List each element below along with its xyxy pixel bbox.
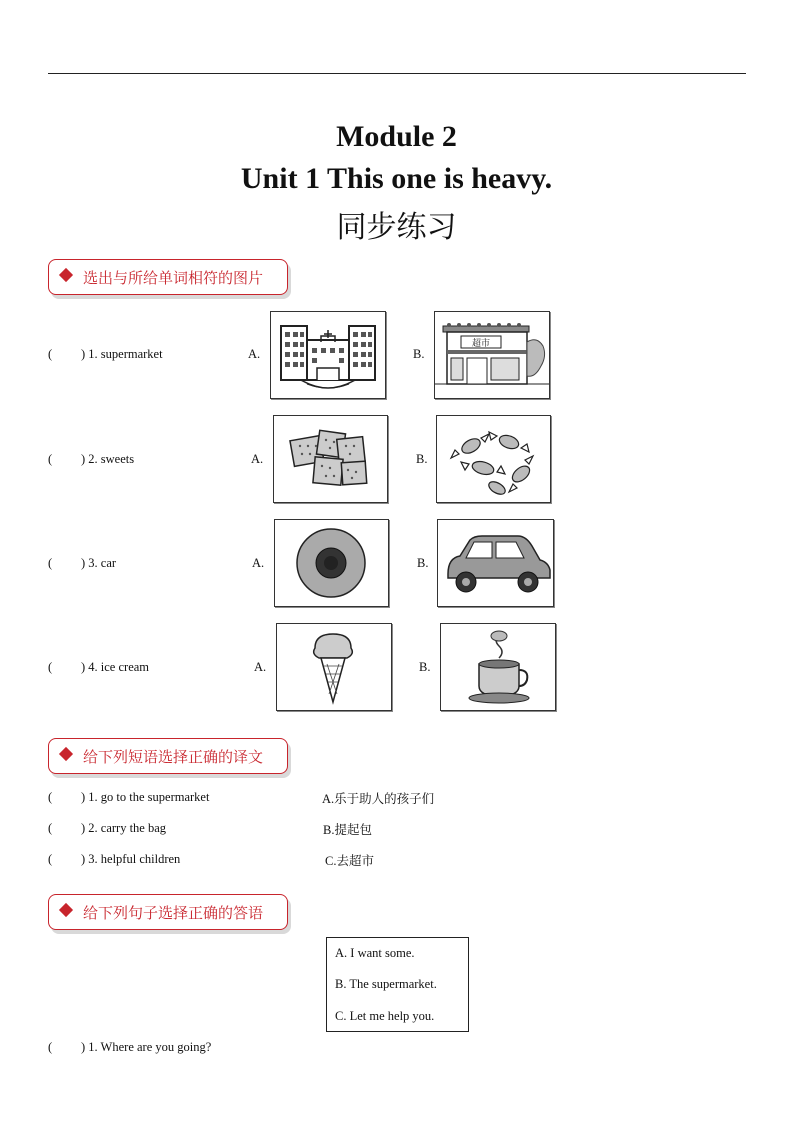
section-label: 给下列句子选择正确的答语 xyxy=(83,904,264,922)
subtitle: 同步练习 xyxy=(336,210,457,245)
diamond-icon xyxy=(59,747,73,761)
question-text: ) 1. supermarket xyxy=(81,347,163,361)
car-icon[interactable] xyxy=(437,519,554,607)
answer-paren: ( xyxy=(48,821,53,835)
question-text: ) 1. go to the supermarket xyxy=(81,790,210,804)
disc-cake-icon[interactable] xyxy=(274,519,389,607)
option-b-label: B. xyxy=(417,556,429,570)
section-label: 给下列短语选择正确的译文 xyxy=(83,748,264,766)
answer-paren: ( xyxy=(48,1040,53,1054)
question-text: ) 4. ice cream xyxy=(81,660,150,674)
answer-option: C.去超市 xyxy=(325,854,374,868)
unit-title: Unit 1 This one is heavy. xyxy=(240,162,553,195)
question-text: ) 3. helpful children xyxy=(81,852,181,866)
answer-paren: ( xyxy=(48,660,53,674)
option-b-label: B. xyxy=(416,452,428,466)
question-text: ) 3. car xyxy=(81,556,117,570)
answer-option: B.提起包 xyxy=(323,823,372,837)
answer-paren: ( xyxy=(48,852,53,866)
question-text: ) 2. sweets xyxy=(81,452,135,466)
diamond-icon xyxy=(59,268,73,282)
answer-options-box xyxy=(326,937,469,1032)
biscuits-icon[interactable] xyxy=(273,415,388,503)
section-heading-1 xyxy=(48,259,288,295)
option-b-label: B. xyxy=(419,660,431,674)
svg-text:超市: 超市 xyxy=(471,339,491,349)
question-text: ) 2. carry the bag xyxy=(81,821,167,835)
option-b-label: B. xyxy=(413,347,425,361)
answer-paren: ( xyxy=(48,556,53,570)
question-text: ) 1. Where are you going? xyxy=(81,1040,212,1054)
supermarket-store-icon[interactable] xyxy=(434,311,550,399)
option-a-label: A. xyxy=(254,660,267,674)
header-rule xyxy=(48,73,746,74)
answer-option: A.乐于助人的孩子们 xyxy=(322,792,435,806)
section-heading-3 xyxy=(48,894,288,930)
section-heading-2 xyxy=(48,738,288,774)
school-building-icon[interactable] xyxy=(270,311,386,399)
answer-paren: ( xyxy=(48,347,53,361)
ice-cream-cone-icon[interactable] xyxy=(276,623,392,711)
hot-drink-cup-icon[interactable] xyxy=(440,623,556,711)
option-a-label: A. xyxy=(251,452,264,466)
answer-paren: ( xyxy=(48,452,53,466)
option-a-label: A. xyxy=(248,347,261,361)
answer-paren: ( xyxy=(48,790,53,804)
diamond-icon xyxy=(59,903,73,917)
answer-option: C. Let me help you. xyxy=(335,1009,435,1023)
answer-option: A. I want some. xyxy=(335,946,415,960)
answer-option: B. The supermarket. xyxy=(335,977,437,991)
option-a-label: A. xyxy=(252,556,265,570)
sweets-candy-icon[interactable] xyxy=(436,415,551,503)
module-title: Module 2 xyxy=(336,120,457,153)
section-label: 选出与所给单词相符的图片 xyxy=(83,269,264,287)
